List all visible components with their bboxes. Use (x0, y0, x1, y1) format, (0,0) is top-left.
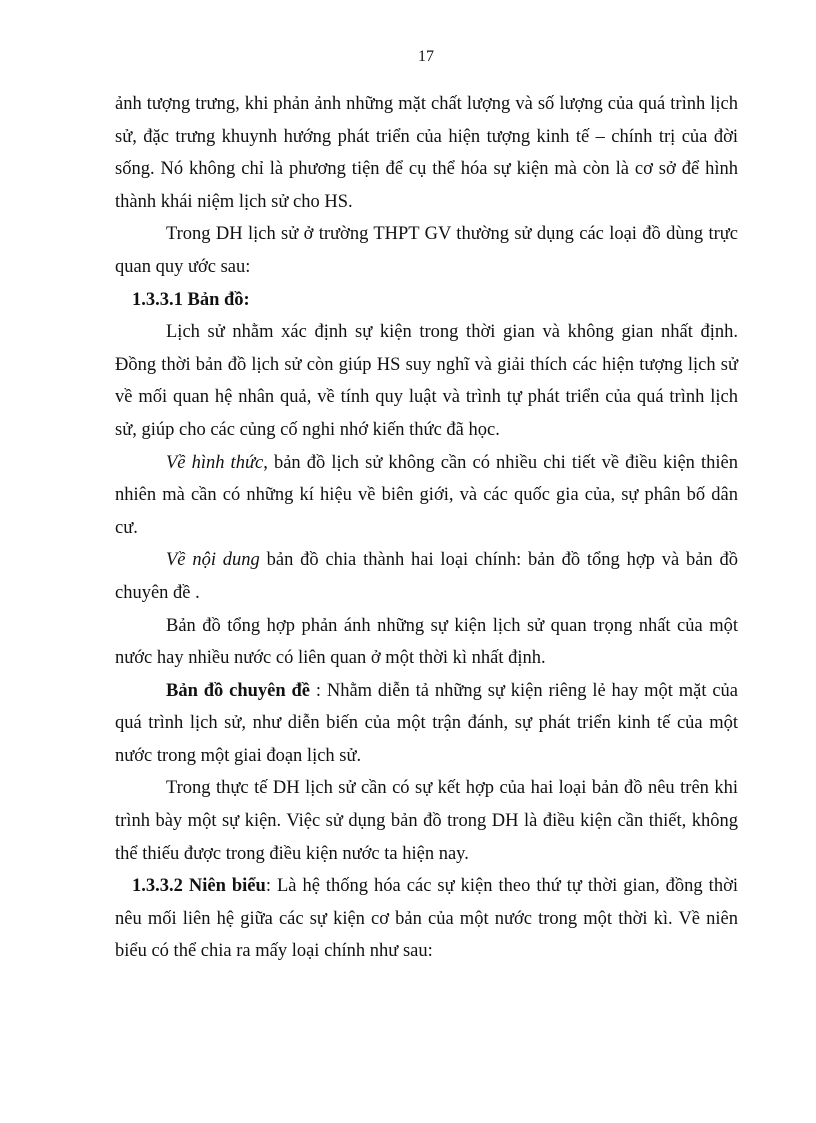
paragraph-intro: ảnh tượng trưng, khi phản ảnh những mặt chất lượng và số lượng của quá trình lịch sử, đặc trưng khuynh hướng phát triển của hiện tượng kinh tế – chính trị của đời sống. Nó không chỉ là phương tiện để cụ thể hóa sự kiện mà còn là cơ sở để hình thành khái niệm lịch sử cho HS. (115, 94, 738, 212)
heading-ban-do: 1.3.3.1 Bản đồ: (132, 289, 250, 310)
paragraph-noi-dung (115, 544, 738, 609)
paragraph-nien-bieu-text: : Là hệ thống hóa các sự kiện theo thứ tự thời gian, đồng thời nêu mối liên hệ giữa các sự kiện cơ bản của một nước trong một thời kì. Về niên biểu có thể chia ra mấy loại chính như sau: (115, 876, 738, 962)
term-noi-dung: Về nội dung (166, 550, 260, 571)
paragraph-ban-do-chuyen-de (115, 675, 738, 773)
paragraph-hinh-thuc-text: , bản đồ lịch sử không cần có nhiều chi tiết về điều kiện thiên nhiên mà cần có những kí hiệu về biên giới, và các quốc gia của, sự phân bố dân cư. (115, 452, 738, 538)
document-body (115, 88, 738, 968)
paragraph-visual-aids: Trong DH lịch sử ở trường THPT GV thường sử dụng các loại đồ dùng trực quan quy ước sau: (115, 224, 738, 277)
paragraph-thuc-te: Trong thực tế DH lịch sử cần có sự kết hợp của hai loại bản đồ nêu trên khi trình bày một sự kiện. Việc sử dụng bản đồ trong DH là điều kiện cần thiết, không thể thiếu được trong điều kiện nước ta hiện nay. (115, 778, 738, 864)
term-ban-do-chuyen-de: Bản đồ chuyên đề (166, 680, 311, 701)
heading-nien-bieu: 1.3.3.2 Niên biểu (132, 876, 266, 897)
paragraph-ban-do-chuyen-de-text: : Nhằm diễn tả những sự kiện riêng lẻ hay một mặt của quá trình lịch sử, như diễn biến của một trận đánh, sự phát triển kinh tế của một nước trong một giai đoạn lịch sử. (115, 680, 738, 766)
paragraph-noi-dung-text: bản đồ chia thành hai loại chính: bản đồ tổng hợp và bản đồ chuyên đề . (115, 550, 739, 603)
page-number: 17 (418, 48, 434, 65)
paragraph-ban-do-purpose: Lịch sử nhằm xác định sự kiện trong thời gian và không gian nhất định. Đồng thời bản đồ lịch sử còn giúp HS suy nghĩ và giải thích các hiện tượng lịch sử về mối quan hệ nhân quả, về tính quy luật và trình tự phát triển của quá trình lịch sử, giúp cho các củng cố nghi nhớ kiến thức đã học. (115, 322, 738, 440)
paragraph-hinh-thuc (115, 447, 738, 545)
paragraph-ban-do-tong-hop: Bản đồ tổng hợp phản ánh những sự kiện lịch sử quan trọng nhất của một nước hay nhiều nước có liên quan ở một thời kì nhất định. (115, 615, 738, 669)
paragraph-nien-bieu (115, 870, 738, 968)
term-hinh-thuc: Về hình thức (166, 452, 264, 473)
